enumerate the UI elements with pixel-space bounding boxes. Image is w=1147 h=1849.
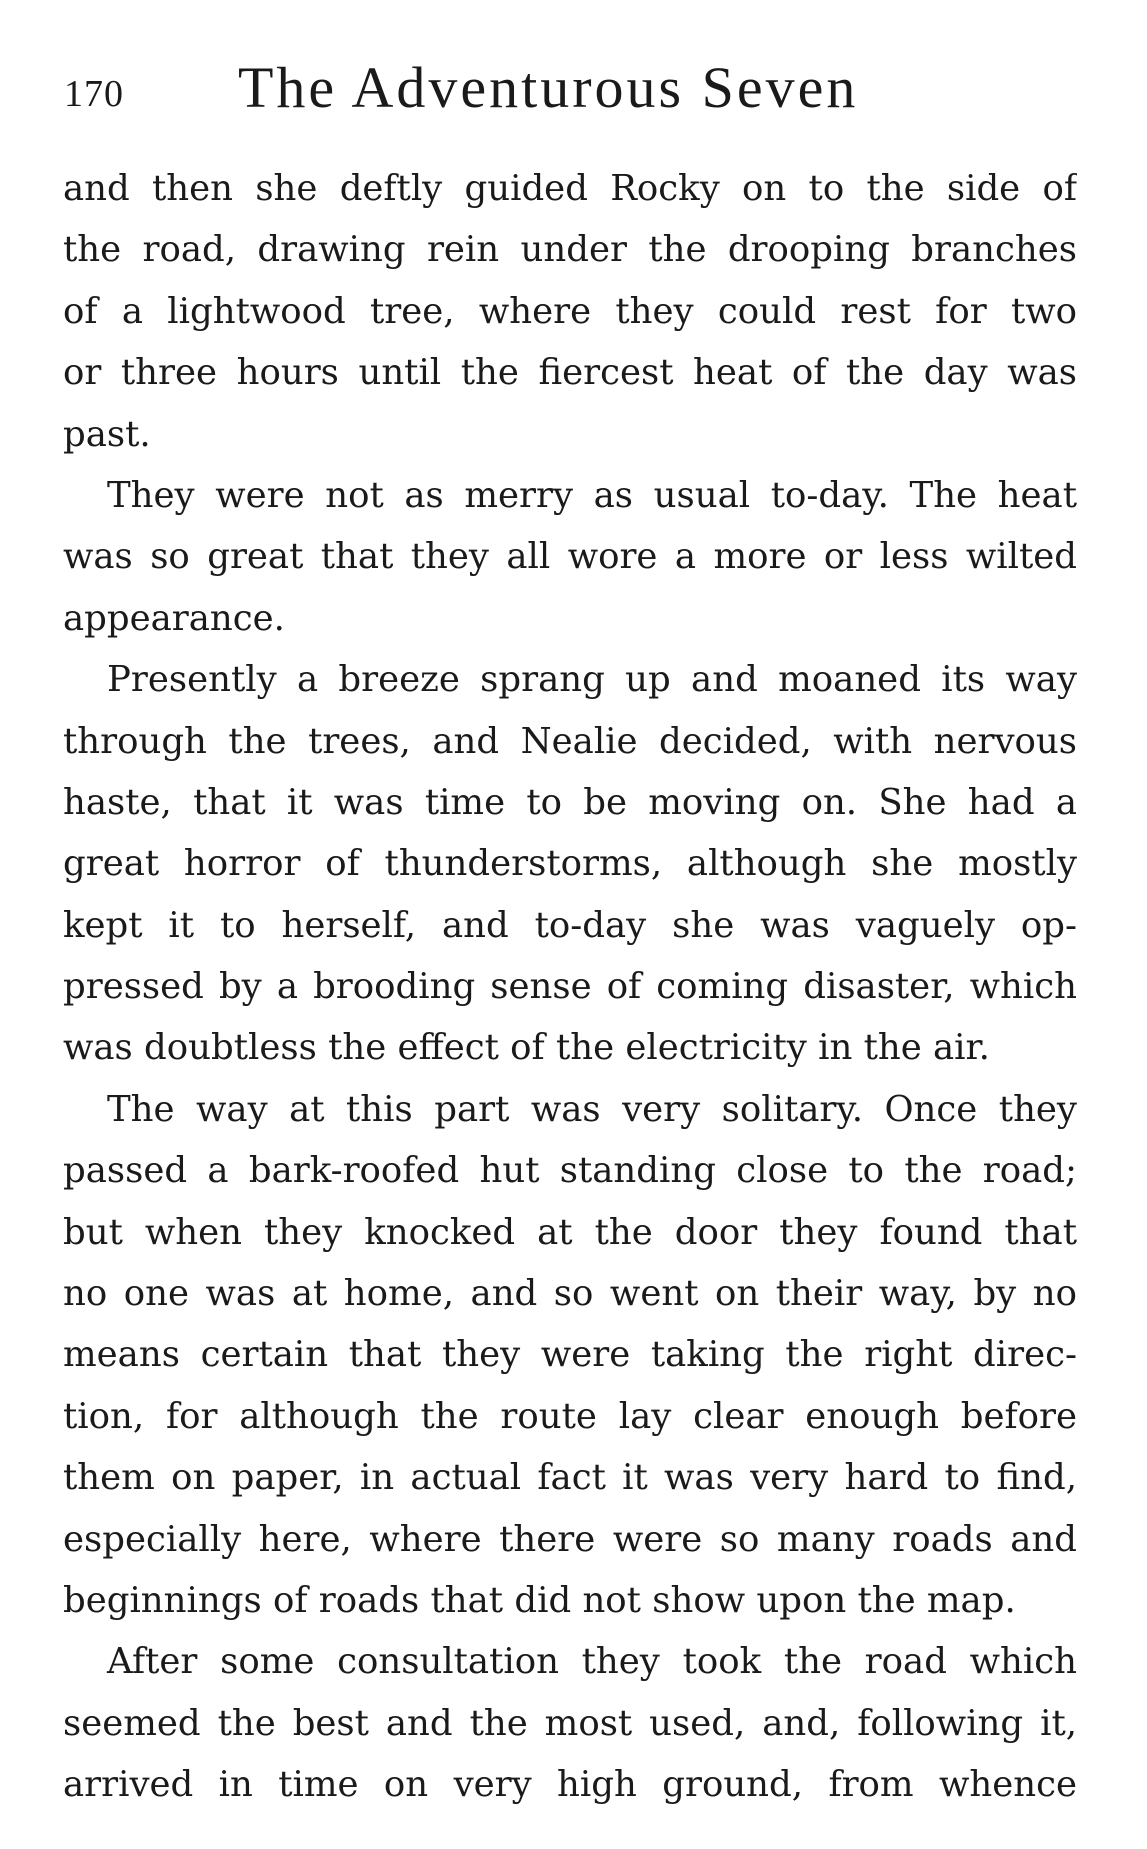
text-line: great horror of thunderstorms, although she mostly xyxy=(63,843,1077,885)
page-number: 170 xyxy=(64,73,124,115)
running-title: The Adventurous Seven xyxy=(238,55,859,120)
text-line: them on paper, in actual fact it was very hard to find, xyxy=(63,1457,1077,1499)
text-line: the road, drawing rein under the drooping branches xyxy=(63,229,1077,271)
paragraph-first-line: After some consultation they took the road which xyxy=(107,1641,1077,1683)
text-line: beginnings of roads that did not show upon the map. xyxy=(63,1579,1016,1621)
text-line: passed a bark-roofed hut standing close to the road; xyxy=(63,1150,1077,1192)
paragraph-first-line: Presently a breeze sprang up and moaned its way xyxy=(107,659,1077,701)
text-line: kept it to herself, and to-day she was vaguely op- xyxy=(63,904,1077,946)
text-line: past. xyxy=(63,413,151,455)
body-text xyxy=(63,158,1077,1816)
text-line: or three hours until the fiercest heat of the day was xyxy=(63,352,1077,394)
paragraph-first-line: They were not as merry as usual to-day. The heat xyxy=(107,474,1077,516)
text-line: appearance. xyxy=(63,597,285,639)
text-line: was doubtless the effect of the electricity in the air. xyxy=(63,1027,990,1069)
running-head xyxy=(60,50,1080,130)
text-line: tion, for although the route lay clear enough before xyxy=(63,1395,1077,1437)
text-line: seemed the best and the most used, and, following it, xyxy=(63,1702,1077,1744)
text-line: and then she deftly guided Rocky on to the side of xyxy=(63,168,1077,209)
text-line: no one was at home, and so went on their way, by no xyxy=(63,1273,1077,1315)
text-line: haste, that it was time to be moving on. She had a xyxy=(63,781,1077,823)
text-line: but when they knocked at the door they found that xyxy=(63,1211,1077,1253)
text-line: pressed by a brooding sense of coming disaster, which xyxy=(63,966,1077,1008)
text-line: of a lightwood tree, where they could rest for two xyxy=(63,290,1077,332)
text-line: arrived in time on very high ground, from whence xyxy=(63,1764,1077,1806)
text-line: especially here, where there were so many roads and xyxy=(63,1518,1077,1560)
text-line: through the trees, and Nealie decided, with nervous xyxy=(63,720,1077,762)
text-line: was so great that they all wore a more or less wilted xyxy=(63,536,1077,578)
text-line: means certain that they were taking the right direc- xyxy=(63,1334,1077,1376)
paragraph-first-line: The way at this part was very solitary. Once they xyxy=(107,1088,1077,1130)
